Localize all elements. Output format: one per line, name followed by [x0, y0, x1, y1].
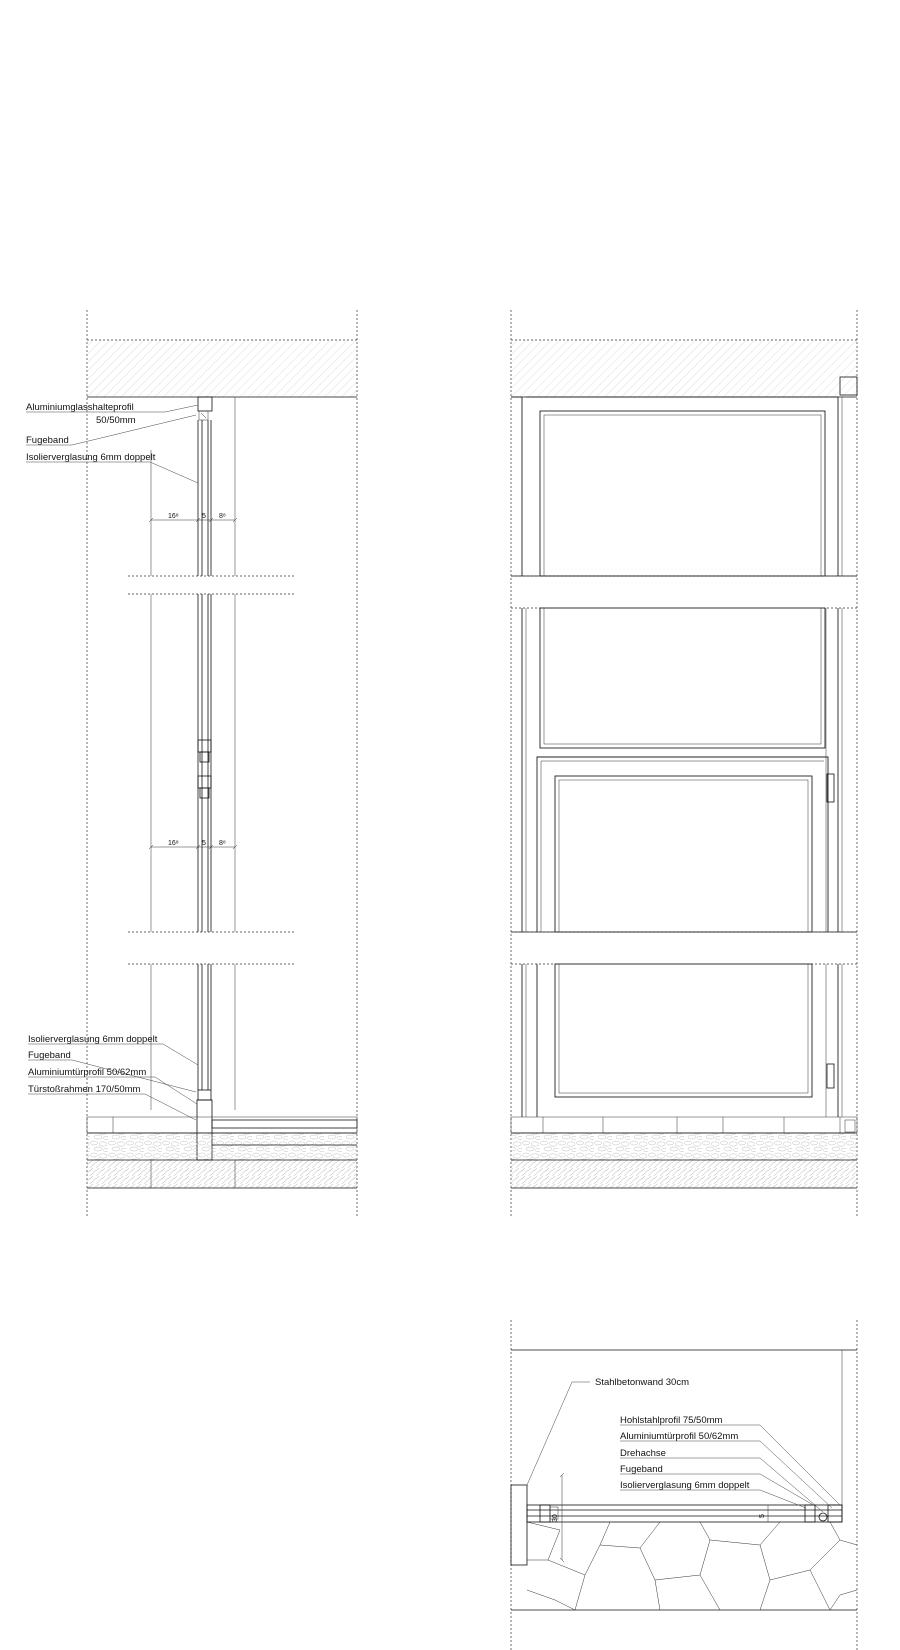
label-insulating-glazing-plan: Isolierverglasung 6mm doppelt	[620, 1480, 750, 1491]
label-hollow-steel-profile: Hohlstahlprofil 75/50mm	[620, 1415, 723, 1426]
elevation-segment-upper	[511, 397, 857, 576]
label-profile-size: 50/50mm	[96, 415, 136, 426]
label-joint-tape-top: Fugeband	[26, 435, 69, 446]
dim-lower-left: 16⁸	[168, 840, 179, 847]
label-aluminium-door-profile-plan: Aluminiumtürprofil 50/62mm	[620, 1431, 739, 1442]
vertical-section-drawing	[26, 310, 357, 1218]
dimension-row-upper	[149, 513, 237, 522]
dim-upper-left: 16⁸	[168, 513, 179, 520]
stone-paving	[511, 1522, 857, 1610]
label-pivot-axis: Drehachse	[620, 1448, 666, 1459]
elevation-segment-middle	[511, 608, 857, 932]
elevation-segment-lower	[511, 964, 857, 1188]
label-joint-tape-bottom: Fugeband	[28, 1050, 71, 1061]
glazing-band	[527, 1505, 842, 1522]
dim-upper-right: 8⁸	[219, 513, 226, 520]
dim-lower-mid: 5	[202, 840, 206, 847]
horizontal-section-drawing	[511, 1320, 857, 1650]
label-joint-tape-plan: Fugeband	[620, 1464, 663, 1475]
glazing-lines	[151, 397, 235, 1110]
dimension-row-lower	[149, 840, 237, 849]
mid-door-profile	[198, 740, 211, 798]
top-annotation-group	[26, 402, 198, 483]
dim-upper-mid: 5	[202, 513, 206, 520]
floor-construction	[87, 1090, 357, 1188]
dim-lower-right: 8⁸	[219, 840, 226, 847]
door-elevation-drawing	[511, 310, 857, 1218]
dim-wall-thickness: 30	[552, 1514, 559, 1522]
dim-glass-gap: 5	[759, 1514, 766, 1518]
label-insulating-glazing-top: Isolierverglasung 6mm doppelt	[26, 452, 156, 463]
label-insulating-glazing-bottom: Isolierverglasung 6mm doppelt	[28, 1034, 158, 1045]
plan-annotation-group	[527, 1377, 840, 1512]
bottom-annotation-group	[28, 1034, 198, 1120]
label-door-frame: Türstoßrahmen 170/50mm	[28, 1084, 141, 1095]
label-glass-holding-profile: Aluminiumglasshalteprofil	[26, 402, 134, 413]
label-aluminium-door-profile: Aluminiumtürprofil 50/62mm	[28, 1067, 147, 1078]
label-concrete-wall: Stahlbetonwand 30cm	[595, 1377, 690, 1388]
